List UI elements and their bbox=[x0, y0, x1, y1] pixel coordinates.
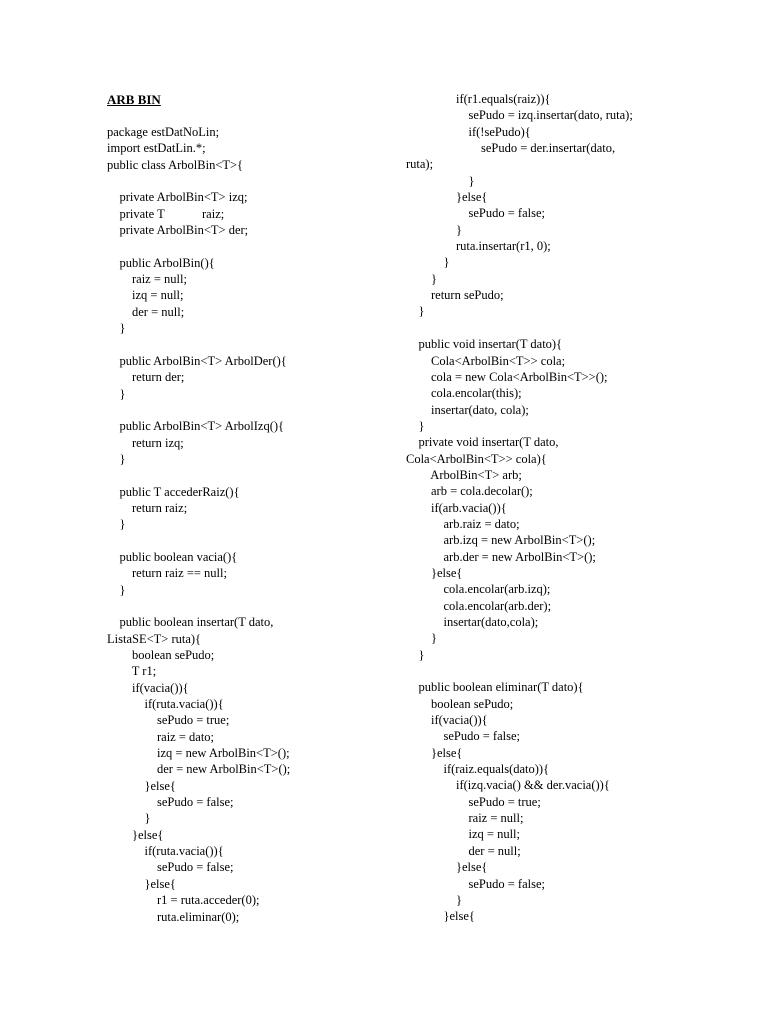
code-line: sePudo = izq.insertar(dato, ruta); bbox=[406, 108, 633, 123]
code-line: public T accederRaiz(){ bbox=[107, 484, 240, 499]
code-line: ArbolBin<T> arb; bbox=[406, 467, 522, 482]
code-line: private void insertar(T dato, bbox=[406, 435, 559, 450]
code-line: } bbox=[406, 892, 462, 907]
code-line: raiz = null; bbox=[107, 272, 187, 287]
code-line: if(raiz.equals(dato)){ bbox=[406, 762, 550, 777]
code-line: Cola<ArbolBin<T>> cola){ bbox=[406, 451, 547, 466]
code-line: return sePudo; bbox=[406, 288, 504, 303]
code-line: public boolean vacia(){ bbox=[107, 549, 238, 564]
code-line: der = null; bbox=[107, 304, 185, 319]
code-line: public ArbolBin<T> ArbolDer(){ bbox=[107, 353, 287, 368]
code-line: if(izq.vacia() && der.vacia()){ bbox=[406, 778, 610, 793]
code-line: boolean sePudo; bbox=[107, 648, 215, 662]
code-line: cola.encolar(arb.izq); bbox=[406, 582, 551, 597]
code-line: sePudo = false; bbox=[107, 860, 234, 875]
code-line: Cola<ArbolBin<T>> cola; bbox=[406, 353, 566, 368]
code-line: raiz = null; bbox=[406, 811, 524, 826]
code-line: arb = cola.decolar(); bbox=[406, 484, 533, 499]
code-line: ruta.insertar(r1, 0); bbox=[406, 239, 551, 254]
code-line: private ArbolBin<T> izq; bbox=[107, 190, 248, 205]
code-line: }else{ bbox=[406, 190, 488, 205]
code-line: insertar(dato,cola); bbox=[406, 615, 539, 629]
code-line: insertar(dato, cola); bbox=[406, 402, 529, 417]
code-line bbox=[107, 173, 397, 189]
code-line: der = new ArbolBin<T>(); bbox=[107, 762, 291, 777]
code-line: cola.encolar(this); bbox=[406, 386, 522, 401]
code-line: } bbox=[406, 647, 425, 662]
code-line: arb.der = new ArbolBin<T>(); bbox=[406, 549, 596, 564]
code-line bbox=[107, 598, 397, 614]
code-line: if(r1.equals(raiz)){ bbox=[406, 92, 551, 106]
code-line: public boolean insertar(T dato, bbox=[107, 615, 274, 630]
code-line: }else{ bbox=[406, 745, 463, 760]
code-line bbox=[107, 336, 397, 352]
code-line: if(vacia()){ bbox=[107, 680, 189, 695]
code-line: sePudo = false; bbox=[406, 206, 545, 221]
code-line: cola = new Cola<ArbolBin<T>>(); bbox=[406, 369, 608, 384]
code-line bbox=[107, 402, 397, 418]
code-column-right bbox=[406, 91, 736, 925]
code-line: } bbox=[406, 418, 425, 433]
code-line: cola.encolar(arb.der); bbox=[406, 598, 552, 613]
code-line: } bbox=[406, 304, 425, 319]
code-line: }else{ bbox=[406, 860, 488, 875]
code-line: public void insertar(T dato){ bbox=[406, 337, 563, 352]
code-line: izq = null; bbox=[406, 827, 520, 842]
code-line: if(arb.vacia()){ bbox=[406, 500, 507, 515]
code-line: private ArbolBin<T> der; bbox=[107, 223, 249, 238]
code-line: sePudo = false; bbox=[406, 729, 520, 744]
code-line: import estDatLin.*; bbox=[107, 141, 206, 156]
code-line bbox=[107, 467, 397, 483]
code-line: sePudo = true; bbox=[406, 794, 541, 809]
code-line bbox=[107, 238, 397, 254]
code-line: public boolean eliminar(T dato){ bbox=[406, 680, 584, 695]
code-line: } bbox=[406, 222, 462, 237]
code-line: } bbox=[406, 631, 437, 646]
code-line: T r1; bbox=[107, 664, 157, 679]
code-line: return izq; bbox=[107, 435, 184, 450]
code-line bbox=[107, 533, 397, 549]
code-line: } bbox=[107, 321, 126, 336]
code-line: sePudo = true; bbox=[107, 713, 230, 728]
code-line: public class ArbolBin<T>{ bbox=[107, 157, 244, 172]
code-line: r1 = ruta.acceder(0); bbox=[107, 893, 260, 908]
code-line: sePudo = false; bbox=[107, 795, 234, 810]
code-line bbox=[406, 320, 736, 336]
code-line: } bbox=[406, 173, 475, 188]
code-line: } bbox=[107, 811, 151, 826]
code-line: return raiz == null; bbox=[107, 566, 227, 581]
code-line: sePudo = false; bbox=[406, 876, 545, 891]
code-line: if(ruta.vacia()){ bbox=[107, 844, 224, 859]
code-line: }else{ bbox=[107, 827, 164, 842]
code-line: raiz = dato; bbox=[107, 729, 215, 744]
code-line: if(vacia()){ bbox=[406, 713, 488, 728]
code-line: }else{ bbox=[406, 909, 475, 924]
code-line: izq = new ArbolBin<T>(); bbox=[107, 746, 290, 761]
code-line: arb.izq = new ArbolBin<T>(); bbox=[406, 533, 596, 548]
code-line: return raiz; bbox=[107, 500, 188, 515]
code-line: sePudo = der.insertar(dato, bbox=[406, 141, 616, 156]
code-line: }else{ bbox=[107, 778, 176, 793]
code-line: public ArbolBin(){ bbox=[107, 255, 215, 270]
code-line: ruta); bbox=[406, 157, 434, 172]
code-line: izq = null; bbox=[107, 288, 184, 303]
code-line bbox=[406, 663, 736, 679]
code-line: } bbox=[406, 255, 450, 270]
code-line: } bbox=[107, 517, 126, 532]
code-line: package estDatNoLin; bbox=[107, 125, 220, 139]
code-line: }else{ bbox=[406, 565, 463, 580]
code-column-left bbox=[107, 124, 397, 925]
code-line: der = null; bbox=[406, 843, 521, 858]
code-line: } bbox=[406, 271, 437, 286]
document-title: ARB BIN bbox=[107, 92, 161, 107]
code-line: ruta.eliminar(0); bbox=[107, 909, 240, 924]
code-line: public ArbolBin<T> ArbolIzq(){ bbox=[107, 419, 285, 434]
code-line: } bbox=[107, 386, 126, 401]
code-line: boolean sePudo; bbox=[406, 696, 514, 711]
code-line: return der; bbox=[107, 370, 185, 385]
code-line: private T raiz; bbox=[107, 206, 225, 221]
code-line: } bbox=[107, 582, 126, 597]
code-line: if(ruta.vacia()){ bbox=[107, 697, 224, 712]
code-line: }else{ bbox=[107, 876, 176, 891]
code-line: if(!sePudo){ bbox=[406, 124, 531, 139]
code-line: arb.raiz = dato; bbox=[406, 516, 520, 531]
code-line: ListaSE<T> ruta){ bbox=[107, 631, 202, 646]
code-line: } bbox=[107, 451, 126, 466]
